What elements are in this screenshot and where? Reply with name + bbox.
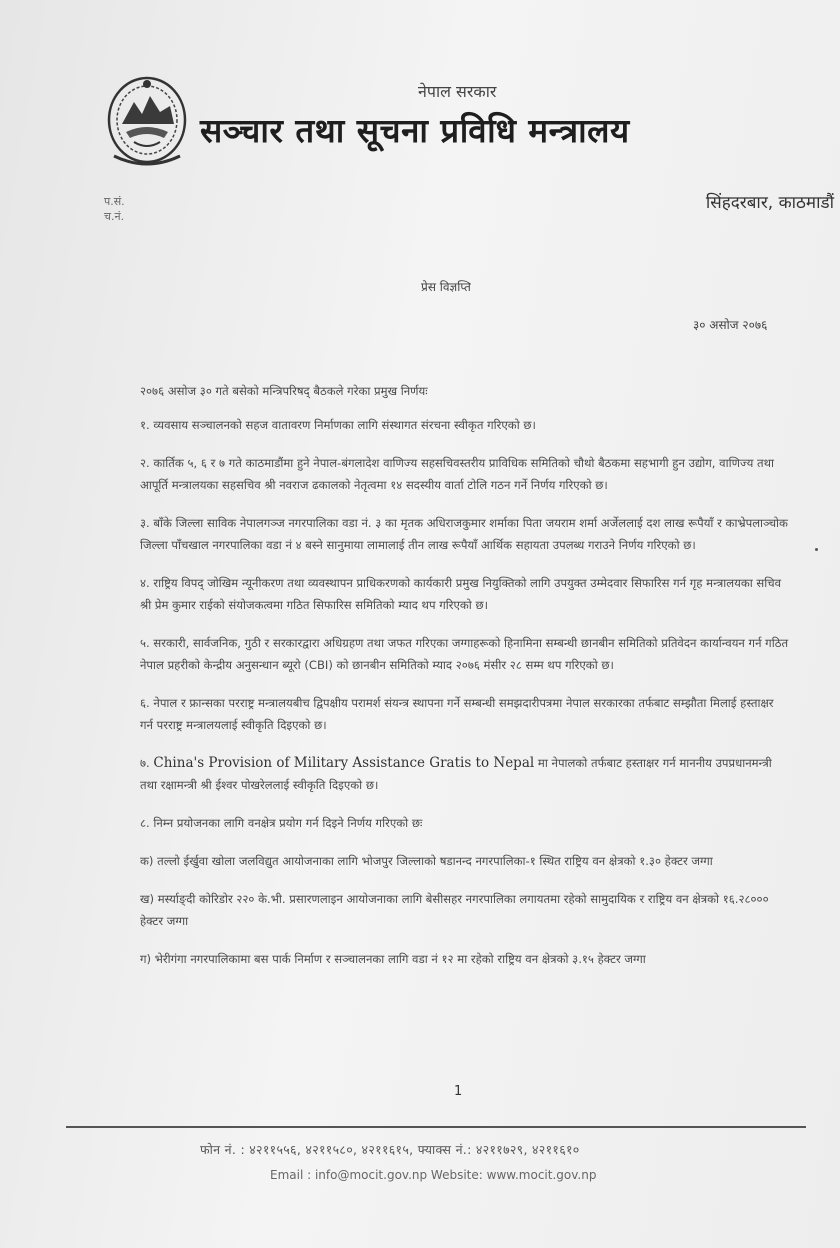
footer-contact: Email : info@mocit.gov.np Website: www.mocit.gov.np bbox=[270, 1168, 597, 1182]
decision-list bbox=[140, 380, 790, 986]
item-text: मा नेपालको तर्फबाट हस्ताक्षर गर्न माननीय उपप्रधानमन्त्री तथा रक्षामन्त्री श्री ईश्वर पोखरेललाई स्वीकृति दिइएको छ। bbox=[140, 756, 772, 792]
nepal-emblem-icon bbox=[104, 72, 190, 168]
margin-mark bbox=[815, 548, 818, 551]
list-item: २. कार्तिक ५, ६ र ७ गते काठमाडौंमा हुने नेपाल-बंगलादेश वाणिज्य सहसचिवस्तरीय प्राविधिक समितिको चौथो बैठकमा सहभागी हुन उद्योग, वाणिज्य तथा आपूर्ति मन्त्रालयका सहसचिव श्री नवराज ढकालको नेतृत्वमा १४ सदस्यीय वार्ता टोलि गठन गर्ने निर्णय गरिएको छ। bbox=[140, 456, 775, 492]
list-item: ८. निम्न प्रयोजनका लागि वनक्षेत्र प्रयोग गर्न दिइने निर्णय गरिएको छः bbox=[140, 816, 423, 830]
reference-numbers bbox=[104, 194, 125, 224]
list-item: ख) मर्स्याङ्दी कोरिडोर २२० के.भी. प्रसारणलाइन आयोजनाका लागि बेसीसहर नगरपालिका लगायतमा रहेको सामुदायिक र राष्ट्रिय वन क्षेत्रको १६.२८००० हेक्टर जग्गा bbox=[140, 892, 769, 928]
list-item: ग) भेरीगंगा नगरपालिकामा बस पार्क निर्माण र सञ्चालनका लागि वडा नं १२ मा रहेको राष्ट्रिय वन क्षेत्रको ३.१५ हेक्टर जग्गा bbox=[140, 952, 646, 966]
government-heading: नेपाल सरकार bbox=[418, 82, 497, 101]
intro-text: २०७६ असोज ३० गते बसेको मन्त्रिपरिषद् बैठकले गरेका प्रमुख निर्णयः bbox=[140, 384, 428, 398]
office-location: सिंहदरबार, काठमाडौं bbox=[705, 193, 834, 213]
list-item: क) तल्लो ईर्खुवा खोला जलविद्युत आयोजनाका लागि भोजपुर जिल्लाको षडानन्द नगरपालिका-१ स्थित राष्ट्रिय वन क्षेत्रको १.३० हेक्टर जग्गा bbox=[140, 854, 713, 868]
page-number: 1 bbox=[454, 1084, 463, 1099]
ref-line: च.नं. bbox=[104, 210, 125, 223]
list-item: १. व्यवसाय सञ्चालनको सहज वातावरण निर्माणका लागि संस्थागत संरचना स्वीकृत गरिएको छ। bbox=[140, 418, 536, 432]
ref-line: प.सं. bbox=[104, 195, 125, 208]
agreement-name: China's Provision of Military Assistance Gratis to Nepal bbox=[153, 755, 535, 771]
list-item: ६. नेपाल र फ्रान्सका परराष्ट्र मन्त्रालयबीच द्विपक्षीय परामर्श संयन्त्र स्थापना गर्ने सम्बन्धी समझदारीपत्रमा नेपाल सरकारका तर्फबाट सम्झौता मिलाई हस्ताक्षर गर्न परराष्ट्र मन्त्रालयलाई स्वीकृति दिइएको छ। bbox=[140, 696, 774, 732]
list-item: ३. बाँके जिल्ला साविक नेपालगञ्ज नगरपालिका वडा नं. ३ का मृतक अधिराजकुमार शर्माका पिता जयराम शर्मा अर्जेललाई दश लाख रूपैयाँ र काभ्रेपलाञ्चोक जिल्ला पाँचखाल नगरपालिका वडा नं ४ बस्ने सानुमाया लामालाई तीन लाख रूपैयाँ आर्थिक सहायता उपलब्ध गराउने निर्णय गरिएको छ। bbox=[140, 516, 788, 552]
item-number: ७. bbox=[140, 756, 150, 770]
footer-phone: फोन नं. : ४२११५५६, ४२११५८०, ४२११६१५, फ्याक्स नं.: ४२११७२९, ४२११६१० bbox=[200, 1142, 580, 1157]
ministry-name: सञ्चार तथा सूचना प्रविधि मन्त्रालय bbox=[200, 111, 630, 150]
document-date: ३० असोज २०७६ bbox=[693, 318, 768, 332]
document-title: प्रेस विज्ञप्ति bbox=[421, 280, 471, 294]
list-item bbox=[140, 752, 790, 796]
list-item: ५. सरकारी, सार्वजनिक, गुठी र सरकारद्वारा अधिग्रहण तथा जफत गरिएका जग्गाहरूको हिनामिना सम्बन्धी छानबीन समितिको प्रतिवेदन कार्यान्वयन गर्न गठित नेपाल प्रहरीको केन्द्रीय अनुसन्धान ब्यूरो (CBI) को छानबीन समितिको म्याद २०७६ मंसीर २८ सम्म थप गरिएको छ। bbox=[140, 636, 789, 672]
list-item: ४. राष्ट्रिय विपद् जोखिम न्यूनीकरण तथा व्यवस्थापन प्राधिकरणको कार्यकारी प्रमुख नियुक्तिको लागि उपयुक्त उम्मेदवार सिफारिस गर्न गृह मन्त्रालयका सचिव श्री प्रेम कुमार राईको संयोजकत्वमा गठित सिफारिस समितिको म्याद थप गरिएको छ। bbox=[140, 576, 782, 612]
footer-divider bbox=[66, 1126, 806, 1128]
